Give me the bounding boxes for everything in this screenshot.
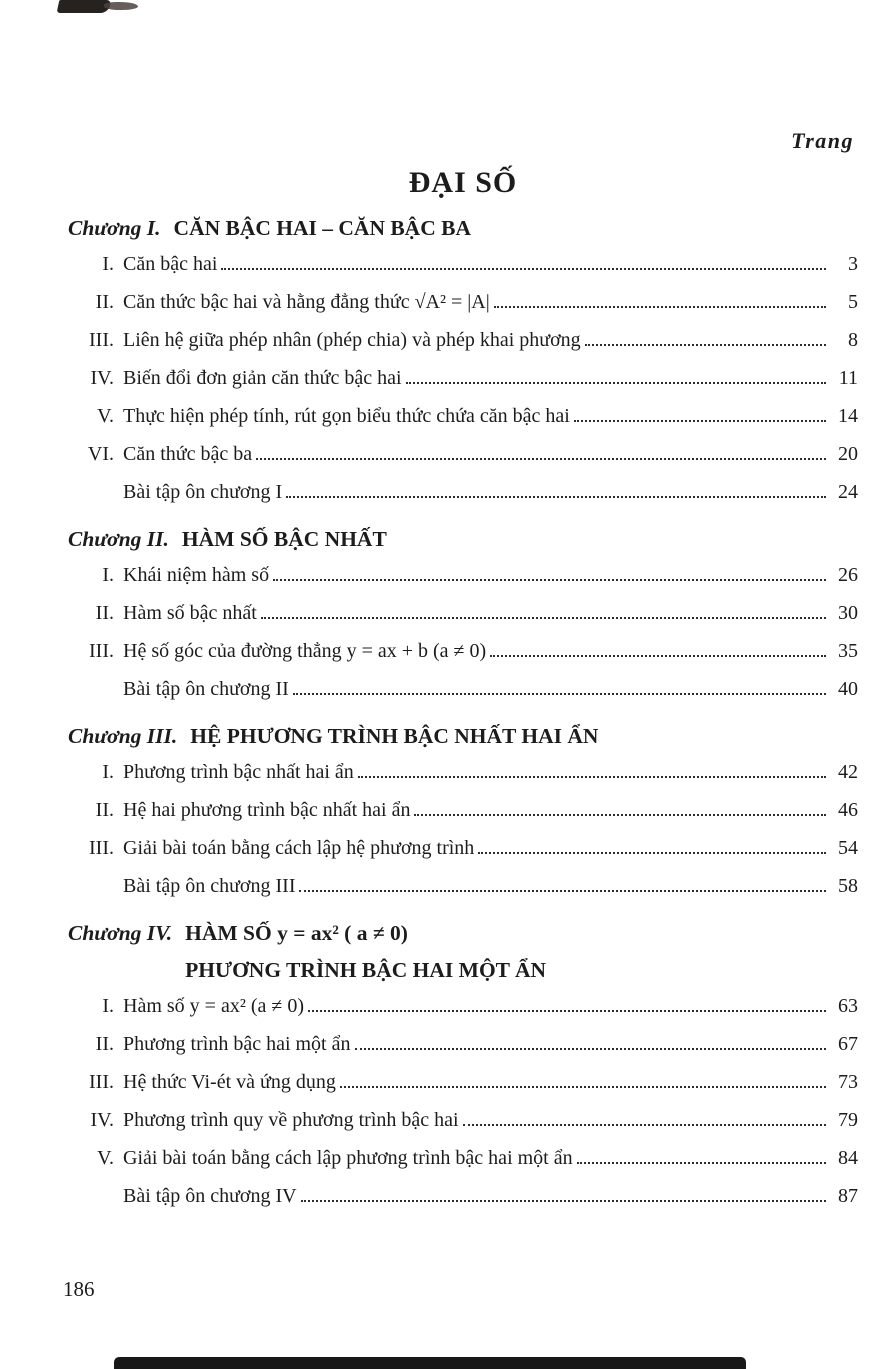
toc-item-page: 8 bbox=[848, 329, 858, 351]
dotted-leader bbox=[585, 344, 826, 346]
toc-item-label: Khái niệm hàm số bbox=[123, 564, 270, 586]
toc-item-label: Bài tập ôn chương III bbox=[123, 875, 296, 897]
toc-item-label: Hàm số bậc nhất bbox=[123, 602, 257, 624]
toc-item-page: 30 bbox=[838, 602, 858, 624]
toc-item-page: 11 bbox=[838, 367, 858, 389]
chapter-title-line1: HÀM SỐ y = ax² ( a ≠ 0) bbox=[185, 921, 408, 945]
toc-item-numeral: IV. bbox=[90, 367, 114, 389]
toc-item-page: 87 bbox=[838, 1185, 858, 1207]
toc-item-numeral: V. bbox=[97, 1147, 114, 1169]
toc-item-numeral: III. bbox=[89, 329, 114, 351]
chapter-label: Chương I. bbox=[68, 216, 161, 240]
toc-item-numeral: I. bbox=[102, 564, 114, 586]
folio-page-number: 186 bbox=[63, 1277, 95, 1301]
toc-item-label: Hệ thức Vi-ét và ứng dụng bbox=[123, 1071, 336, 1093]
toc-item-page: 84 bbox=[838, 1147, 858, 1169]
toc-item-page: 3 bbox=[848, 253, 858, 275]
toc-row bbox=[68, 1140, 858, 1178]
dotted-leader bbox=[308, 1010, 826, 1012]
chapter-title-line2: PHƯƠNG TRÌNH BẬC HAI MỘT ẨN bbox=[185, 958, 547, 982]
chapter-label: Chương IV. bbox=[68, 921, 173, 945]
dotted-leader bbox=[299, 890, 826, 892]
toc-item-label: Biến đổi đơn giản căn thức bậc hai bbox=[123, 367, 402, 389]
toc-row bbox=[68, 436, 858, 474]
toc-item-page: 58 bbox=[838, 875, 858, 897]
dotted-leader bbox=[340, 1086, 826, 1088]
dotted-leader bbox=[355, 1048, 827, 1050]
chapter-heading-3 bbox=[68, 724, 858, 749]
toc-item-label: Phương trình bậc nhất hai ẩn bbox=[123, 761, 354, 783]
toc-item-numeral: III. bbox=[89, 837, 114, 859]
toc-item-numeral: II. bbox=[95, 799, 114, 821]
toc-item-numeral: III. bbox=[89, 1071, 114, 1093]
dotted-leader bbox=[574, 420, 826, 422]
toc-item-label: Hệ hai phương trình bậc nhất hai ẩn bbox=[123, 799, 411, 821]
toc-row bbox=[68, 1064, 858, 1102]
toc-item-page: 26 bbox=[838, 564, 858, 586]
toc-item-label: Bài tập ôn chương IV bbox=[123, 1185, 297, 1207]
toc-item-numeral: III. bbox=[89, 640, 114, 662]
dotted-leader bbox=[256, 458, 826, 460]
dotted-leader bbox=[463, 1124, 826, 1126]
toc-item-page: 67 bbox=[838, 1033, 858, 1055]
toc-item-label: Căn bậc hai bbox=[123, 253, 218, 275]
toc-item-label: Thực hiện phép tính, rút gọn biểu thức chứa căn bậc hai bbox=[123, 405, 570, 427]
chapter-label: Chương III. bbox=[68, 724, 178, 748]
toc-item-page: 54 bbox=[838, 837, 858, 859]
toc-row bbox=[68, 1178, 858, 1216]
toc-row bbox=[68, 322, 858, 360]
chapter-heading-4 bbox=[68, 921, 858, 983]
chapter-title: HÀM SỐ BẬC NHẤT bbox=[181, 527, 387, 551]
chapter-title: HỆ PHƯƠNG TRÌNH BẬC NHẤT HAI ẨN bbox=[190, 724, 599, 748]
chapter-heading-1 bbox=[68, 216, 858, 241]
toc-item-numeral: V. bbox=[97, 405, 114, 427]
toc-row bbox=[68, 398, 858, 436]
toc-item-numeral: II. bbox=[95, 1033, 114, 1055]
toc-row bbox=[68, 284, 858, 322]
toc-item-label: Bài tập ôn chương II bbox=[123, 678, 289, 700]
toc-item-numeral: I. bbox=[102, 253, 114, 275]
toc-row bbox=[68, 671, 858, 709]
toc-item-page: 35 bbox=[838, 640, 858, 662]
toc-row bbox=[68, 868, 858, 906]
chapter-heading-2 bbox=[68, 527, 858, 552]
chapter-label: Chương II. bbox=[68, 527, 169, 551]
toc-item-label: Giải bài toán bằng cách lập hệ phương trình bbox=[123, 837, 475, 859]
dotted-leader bbox=[406, 382, 826, 384]
toc-item-page: 79 bbox=[838, 1109, 858, 1131]
chapter-title: CĂN BẬC HAI – CĂN BẬC BA bbox=[173, 216, 471, 240]
toc-item-label: Giải bài toán bằng cách lập phương trình bậc hai một ẩn bbox=[123, 1147, 573, 1169]
toc-row bbox=[68, 1026, 858, 1064]
dotted-leader bbox=[286, 496, 826, 498]
scan-artifact-top-2 bbox=[104, 2, 138, 10]
toc-row bbox=[68, 246, 858, 284]
toc-row bbox=[68, 633, 858, 671]
dotted-leader bbox=[358, 776, 826, 778]
toc-item-page: 24 bbox=[838, 481, 858, 503]
toc-item-page: 14 bbox=[838, 405, 858, 427]
toc-item-page: 46 bbox=[838, 799, 858, 821]
toc-item-label: Bài tập ôn chương I bbox=[123, 481, 283, 503]
toc-row bbox=[68, 988, 858, 1026]
dotted-leader bbox=[293, 693, 826, 695]
toc-item-numeral: I. bbox=[102, 761, 114, 783]
dotted-leader bbox=[273, 579, 826, 581]
dotted-leader bbox=[261, 617, 826, 619]
toc-item-page: 40 bbox=[838, 678, 858, 700]
chapter-title-block bbox=[185, 921, 546, 983]
trang-header: Trang bbox=[791, 128, 854, 153]
toc-row bbox=[68, 830, 858, 868]
dotted-leader bbox=[221, 268, 826, 270]
toc-item-label: Hệ số góc của đường thẳng y = ax + b (a ≠ 0) bbox=[123, 640, 487, 662]
toc-row bbox=[68, 557, 858, 595]
toc-item-numeral: II. bbox=[95, 602, 114, 624]
toc-row bbox=[68, 595, 858, 633]
dotted-leader bbox=[478, 852, 826, 854]
toc-item-page: 5 bbox=[848, 291, 858, 313]
toc-row bbox=[68, 360, 858, 398]
toc-item-numeral: I. bbox=[102, 995, 114, 1017]
dotted-leader bbox=[577, 1162, 826, 1164]
toc-item-label: Căn thức bậc ba bbox=[123, 443, 253, 465]
toc-row bbox=[68, 792, 858, 830]
dotted-leader bbox=[490, 655, 826, 657]
toc-row bbox=[68, 474, 858, 512]
toc-row bbox=[68, 754, 858, 792]
dotted-leader bbox=[494, 306, 826, 308]
toc-item-label: Hàm số y = ax² (a ≠ 0) bbox=[123, 995, 304, 1017]
toc-item-label: Phương trình quy về phương trình bậc hai bbox=[123, 1109, 459, 1131]
toc-item-page: 73 bbox=[838, 1071, 858, 1093]
dotted-leader bbox=[301, 1200, 826, 1202]
toc-item-numeral: VI. bbox=[87, 443, 114, 465]
toc-item-numeral: II. bbox=[95, 291, 114, 313]
toc-item-page: 42 bbox=[838, 761, 858, 783]
toc-item-label: Căn thức bậc hai và hằng đẳng thức √A² = |A| bbox=[123, 291, 490, 313]
page-title: ĐẠI SỐ bbox=[408, 166, 518, 199]
dotted-leader bbox=[414, 814, 826, 816]
toc-item-label: Liên hệ giữa phép nhân (phép chia) và phép khai phương bbox=[123, 329, 581, 351]
toc-item-page: 63 bbox=[838, 995, 858, 1017]
scan-artifact-bottom bbox=[114, 1357, 746, 1369]
toc-item-label: Phương trình bậc hai một ẩn bbox=[123, 1033, 351, 1055]
toc-row bbox=[68, 1102, 858, 1140]
toc-item-page: 20 bbox=[838, 443, 858, 465]
toc-item-numeral: IV. bbox=[90, 1109, 114, 1131]
